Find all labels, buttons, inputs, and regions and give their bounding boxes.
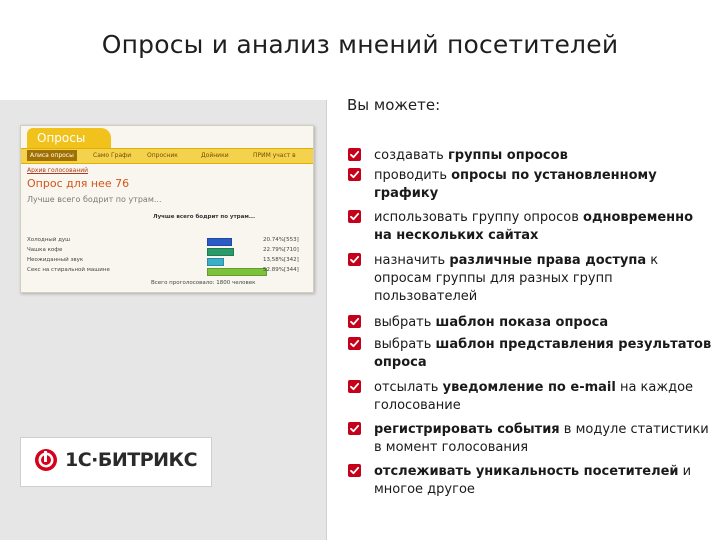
capability-text-part: уведомление по e-mail [442, 380, 616, 395]
result-bar [207, 258, 224, 266]
polls-tab[interactable]: Опросы [27, 128, 111, 148]
capability-text [374, 314, 714, 332]
capability-text-part: проводить [374, 168, 452, 183]
checkbox-icon [348, 337, 361, 350]
capability-text-part: регистрировать события [374, 422, 560, 437]
result-percent: 22.79%[710] [263, 247, 299, 253]
capability-text-part: отсылать [374, 380, 443, 395]
poll-question: Лучше всего бодрит по утрам... [27, 195, 162, 204]
bitrix-logo-icon [34, 448, 58, 472]
result-bar [207, 268, 267, 276]
capability-text [374, 167, 714, 203]
polls-screenshot [20, 125, 314, 293]
capability-text [374, 147, 714, 165]
capability-text [374, 252, 714, 306]
result-label: Неожиданный звук [27, 257, 84, 263]
capability-text-part: различные права доступа [449, 253, 647, 268]
capability-text-part: шаблон показа опроса [435, 315, 609, 330]
nav-item[interactable]: ПРИМ участ в [253, 152, 296, 159]
capability-text [374, 421, 714, 457]
results-total: Всего проголосовало: 1800 человек [151, 280, 256, 286]
result-row [27, 237, 307, 245]
slide-title: Опросы и анализ мнений посетителей [101, 30, 619, 59]
result-percent: 13,58%[342] [263, 257, 299, 263]
capability-text-part: к опросам группы для разных групп пользователей [374, 253, 659, 304]
capability-text-part: создавать [374, 148, 448, 163]
capability-text-part: отслеживать уникальность посетителей [374, 464, 679, 479]
capability-text-part: выбрать [374, 337, 436, 352]
capability-text [374, 379, 714, 415]
result-bar [207, 248, 234, 256]
capability-text-part: использовать группу опросов [374, 210, 584, 225]
capability-text-part: на каждое голосование [374, 380, 694, 413]
capability-text-part: и многое другое [374, 464, 692, 497]
nav-item[interactable]: Дойники [201, 152, 229, 159]
checkbox-icon [348, 148, 361, 161]
checkbox-icon [348, 380, 361, 393]
results-chart-title: Лучше всего бодрит по утрам... [153, 214, 256, 220]
capability-text [374, 209, 714, 245]
polls-nav-bar [21, 148, 313, 164]
capability-text-part: шаблон представления результатов опроса [374, 337, 712, 370]
archive-link[interactable]: Архив голосований [27, 167, 89, 174]
intro-text: Вы можете: [347, 96, 441, 114]
capability-text [374, 463, 714, 499]
nav-item[interactable]: Само Графи [93, 152, 132, 159]
checkbox-icon [348, 464, 361, 477]
checkbox-icon [348, 210, 361, 223]
result-label: Секс на стиральной машине [27, 267, 110, 273]
checkbox-icon [348, 315, 361, 328]
capability-text-part: одновременно на нескольких сайтах [374, 210, 694, 243]
result-bar [207, 238, 232, 246]
capability-text-part: в модуле статистики в момент голосования [374, 422, 709, 455]
result-percent: 52.89%[344] [263, 267, 299, 273]
capability-text-part: назначить [374, 253, 450, 268]
bitrix-logo [20, 437, 212, 487]
nav-item[interactable]: Опросник [147, 152, 178, 159]
checkbox-icon [348, 422, 361, 435]
capability-text [374, 336, 714, 372]
result-row [27, 247, 307, 255]
result-label: Чашка кофе [27, 247, 63, 253]
capability-text-part: выбрать [374, 315, 436, 330]
nav-item[interactable]: Алиса опросы [27, 150, 77, 161]
result-label: Холодный душ [27, 237, 71, 243]
result-row [27, 257, 307, 265]
capability-text-part: группы опросов [447, 148, 568, 163]
capability-text-part: опросы по установленному графику [374, 168, 657, 201]
poll-title: Опрос для нее 76 [27, 177, 130, 190]
result-percent: 20.74%[553] [263, 237, 299, 243]
checkbox-icon [348, 168, 361, 181]
result-row [27, 267, 307, 275]
bitrix-logo-text: 1С·БИТРИКС [65, 449, 198, 471]
checkbox-icon [348, 253, 361, 266]
